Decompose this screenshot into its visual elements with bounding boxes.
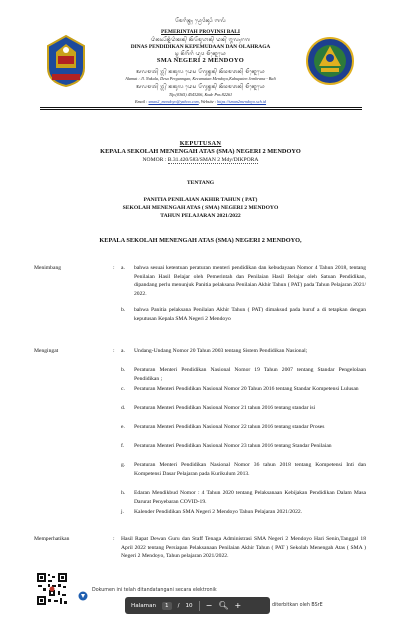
total-pages: 10: [185, 602, 193, 609]
school-address: Alamat : Jl. Nakula, Desa Pergunngan, Kecamatan Mendoyo,Kabupaten Jembrana - Bali: [125, 76, 276, 81]
doc-issuer-title: KEPALA SEKOLAH MENENGAH ATAS (SMA) NEGERI 2 MENDOYO: [100, 148, 301, 155]
website-label: , Website :: [198, 99, 217, 104]
mengingat-colon: :: [113, 348, 115, 354]
current-page-input[interactable]: 1: [162, 602, 172, 610]
issuer-line: KEPALA SEKOLAH MENENGAH ATAS (SMA) NEGERI 2 MENDOYO,: [99, 237, 302, 244]
letterhead: [0, 6, 401, 124]
mengingat-text-d: Peraturan Menteri Pendidikan Nasional Nomor 21 tahun 2016 tentang standar isi: [134, 405, 316, 411]
province-name: PEMERINTAH PROVINSI BALI: [161, 29, 240, 35]
page-separator: /: [177, 602, 180, 609]
letterhead-divider-thin: [40, 109, 362, 110]
mengingat-text-f: Peraturan Menteri Pendidikan Nasional Nomor 23 tahun 2016 tentang Standar Penilaian: [134, 443, 332, 449]
mengingat-letter-c: c.: [121, 386, 125, 392]
memperhatikan-label: Memperhatikan: [34, 536, 70, 542]
mengingat-letter-e: e.: [121, 424, 125, 430]
memperhatikan-colon: :: [113, 536, 115, 542]
mengingat-letter-g: g.: [121, 462, 126, 468]
school-name: SMA NEGERI 2 MENDOYO: [156, 57, 245, 64]
menimbang-letter-b: b.: [121, 307, 126, 313]
mengingat-text-g: Peraturan Menteri Pendidikan Nasional Nomor 36 tahun 2018 tentang Kompetensi Inti dan Kompetensi Dasar Pelajaran pada Kurikulum 2013.: [134, 462, 366, 477]
pdf-viewer-toolbar: [125, 597, 270, 614]
mengingat-letter-f: f.: [121, 443, 125, 449]
menimbang-text-b: bahwa Panitia pelaksana Penilaian Akhir Tahun ( PAT) dimaksud pada huruf a di tetapkan dengan keputusan Kepala SMA Negeri 2 Mendoyo: [134, 307, 366, 322]
mengingat-text-j: Kalender Pendidikan SMA Negeri 2 Mendoyo Tahun Pelajaran 2021/2022.: [134, 509, 303, 515]
menimbang-text-a: bahwa sesuai ketentuan peraturan menteri pendidikan dan kebudayaan Nomor 4 Tahun 2018, tentang Penilaian Hasil Belajar oleh Pemerintah dan Penilaian Hasil Belajar oleh Satuan Pendidikan, dipandang perlu menunjuk Panitia pelaksana Penilaian Akhir Tahun ( PAT) pada Tahun Pelajaran 2021/ 2022.: [134, 265, 366, 297]
mengingat-letter-d: d.: [121, 405, 126, 411]
mengingat-letter-j: j.: [121, 509, 124, 515]
balinese-school: ᬲ᭄ᬫ ᬦᭂᬕᭂᬭᬶ ᬤᬸᬯ ᬫᭂᬦ᭄ᬤᭀᬬᭀ: [175, 52, 226, 57]
memperhatikan-text: Hasil Rapat Dewan Guru dan Staff Tenaga Administrasi SMA Negeri 2 Mendoyo Hari Senin,Tanggal 18 April 2022 tentang Persiapan Pelaksanaan Penilaian Akhir Tahun ( PAT ) Sekolah Menengah Atas ( SMA ) Negeri 2 Mendoyo, Tahun pelajaran 2021/2022.: [121, 536, 366, 560]
doc-title: KEPUTUSAN: [179, 140, 222, 147]
doc-number-label: NOMOR :: [142, 157, 167, 163]
mengingat-text-a: Undang-Undang Nomor 20 Tahun 2003 tentang Sistem Pendidikan Nasional;: [134, 348, 308, 354]
tentang-heading: TENTANG: [186, 180, 215, 186]
dinas-name: DINAS PENDIDIKAN KEPEMUDAAN DAN OLAHRAGA: [130, 44, 271, 50]
page-label: Halaman: [131, 602, 157, 609]
balinese-dinas: ᬤᬶᬦᬲ᭄ᬧᭂᬦ᭄ᬤᬶᬤᬶᬓᬦ᭄ ᬓᭂᬧᭂᬫᬸᬤᬵᬦ᭄ ᬤᬦ᭄ ᬑᬮᬄᬭᬕ: [150, 38, 251, 43]
balinese-address: ᬅᬮᬫᬢ᭄ ᬚ᭄ᬮ᭄ ᬦᬓᬸᬮ ᬤᬾᬲ ᬧᭂᬕᬸᬦ᭄ᬢᬦ᭄ ᬓᭂᬘᬫᬢᬦ᭄ ᬫᭂᬦ᭄ᬤᭀᬬᭀ: [136, 70, 265, 75]
mengingat-label: Mengingat: [34, 348, 59, 354]
doc-number: [0, 157, 401, 163]
qr-code: [36, 572, 68, 606]
subject-line-3: TAHUN PELAJARAN 2021/2022: [160, 213, 241, 219]
school-contacts: [0, 99, 401, 104]
school-phone: Tlp.(0365) 4543206, Kode Pos 82261: [168, 92, 233, 97]
mengingat-text-h: Edaran Mendikbud Nomor : 4 Tahun 2020 tentang Pelaksanaan Kebijakan Pendidikan Dalam Masa Darurat Penyebaran COVID-19.: [134, 490, 366, 505]
doc-number-value: B.31.420/583/SMAN 2 Mdy/DIKPORA: [167, 157, 259, 163]
mengingat-letter-h: h.: [121, 490, 126, 496]
mengingat-letter-a: a.: [121, 348, 125, 354]
website-link[interactable]: https://sman2mendoyo.sch.id: [217, 99, 267, 104]
mengingat-text-e: Peraturan Menteri Pendidikan Nasional Nomor 22 tahun 2016 tentang standar Proses: [134, 424, 325, 430]
zoom-out-icon[interactable]: −: [205, 600, 213, 610]
balinese-province: ᬧᭂᬫᬭᬶᬦ᭄ᬢᬄ ᬧ᭄ᬭᭀᬯᬶᬦ᭄ᬲᬶ ᬩᬮᬶ: [175, 19, 226, 24]
subject-line-1: PANITIA PENILAIAN AKHIR TAHUN ( PAT): [143, 197, 258, 203]
esign-note-line2: diterbitkan oleh BSrE: [272, 603, 323, 608]
esign-note-line1: Dokumen ini telah ditandatangani secara elektronik: [92, 588, 217, 593]
bsre-logo-icon: [78, 590, 88, 602]
email-label: Email :: [134, 99, 148, 104]
menimbang-colon: :: [113, 265, 115, 271]
mengingat-letter-b: b.: [121, 367, 126, 373]
zoom-in-icon[interactable]: +: [234, 600, 242, 610]
mengingat-text-b: Peraturan Menteri Pendidikan Nasional Nomor 19 Tahun 2007 tentang Standar Pengelolaan Pendidikan ;: [134, 367, 366, 382]
menimbang-label: Menimbang: [34, 265, 62, 271]
toolbar-divider: [199, 601, 200, 611]
balinese-address-2: ᬅᬮᬫᬢ᭄ ᬚ᭄ᬮ᭄ ᬦᬓᬸᬮ ᬤᬾᬲ ᬧᭂᬕᬸᬦ᭄ᬢᬦ᭄ ᬓᭂᬘᬫᬢᬦ᭄ ᬫᭂᬦ᭄ᬤᭀᬬᭀ: [136, 85, 265, 90]
mengingat-text-c: Peraturan Menteri Pendidikan Nasional Nomor 20 Tahun 2016 tentang Standar Kompetensi Lulusan: [134, 386, 359, 392]
email-link[interactable]: sman2_mendoyo@yahoo.com: [148, 99, 199, 104]
zoom-search-icon[interactable]: 🔍︎: [218, 600, 229, 610]
subject-line-2: SEKOLAH MENENGAH ATAS ( SMA) NEGERI 2 MENDOYO: [122, 205, 279, 211]
menimbang-letter-a: a.: [121, 265, 125, 271]
